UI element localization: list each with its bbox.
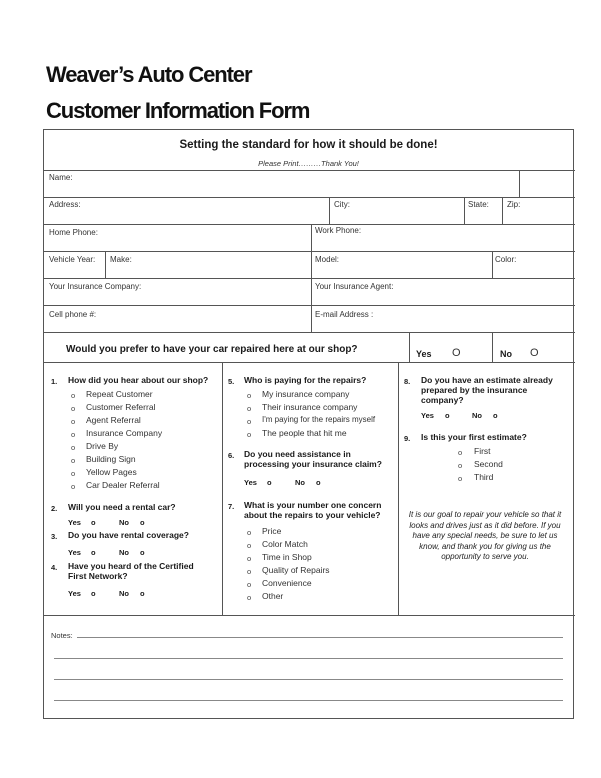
q1-option: Drive By bbox=[86, 441, 119, 451]
customer-information-form bbox=[43, 129, 574, 719]
vehicle-year-field[interactable]: Vehicle Year: bbox=[49, 255, 96, 264]
city-field[interactable]: City: bbox=[334, 200, 350, 209]
q8-no-label: No bbox=[472, 411, 482, 420]
q1-option: Yellow Pages bbox=[86, 467, 137, 477]
q1-radio-5[interactable]: o bbox=[71, 456, 76, 465]
q8-question-line1: Do you have an estimate already bbox=[421, 375, 553, 385]
q7-option: Convenience bbox=[262, 578, 312, 588]
q7-radio-3[interactable]: o bbox=[247, 567, 252, 576]
zip-field[interactable]: Zip: bbox=[507, 200, 521, 209]
q4-number: 4. bbox=[51, 563, 58, 572]
q7-radio-0[interactable]: o bbox=[247, 528, 252, 537]
q5-number: 5. bbox=[228, 377, 235, 386]
cell-phone-field[interactable]: Cell phone #: bbox=[49, 310, 97, 319]
company-name: Weaver’s Auto Center bbox=[46, 62, 252, 87]
q4-no-label: No bbox=[119, 589, 129, 598]
q5-option: Their insurance company bbox=[262, 402, 358, 412]
q9-option: Second bbox=[474, 459, 503, 469]
q7-number: 7. bbox=[228, 502, 235, 511]
q1-radio-0[interactable]: o bbox=[71, 391, 76, 400]
q6-number: 6. bbox=[228, 451, 235, 460]
q8-number: 8. bbox=[404, 377, 411, 386]
q1-question: How did you hear about our shop? bbox=[68, 375, 209, 385]
q5-option: The people that hit me bbox=[262, 428, 347, 438]
q8-yes-label: Yes bbox=[421, 411, 434, 420]
q5-option: I'm paying for the repairs myself bbox=[262, 415, 376, 424]
q6-yes-radio[interactable]: o bbox=[267, 478, 272, 487]
repair-no-label: No bbox=[500, 349, 512, 359]
model-field[interactable]: Model: bbox=[315, 255, 340, 264]
insurance-agent-field[interactable]: Your Insurance Agent: bbox=[315, 282, 394, 291]
q8-no-radio[interactable]: o bbox=[493, 411, 498, 420]
q7-option: Quality of Repairs bbox=[262, 565, 330, 575]
q2-number: 2. bbox=[51, 504, 58, 513]
q1-option: Repeat Customer bbox=[86, 389, 153, 399]
notes-line-3[interactable] bbox=[54, 679, 563, 680]
q2-no-radio[interactable]: o bbox=[140, 518, 145, 527]
q1-radio-3[interactable]: o bbox=[71, 430, 76, 439]
q8-question-line2: prepared by the insurance bbox=[421, 385, 528, 395]
q6-no-radio[interactable]: o bbox=[316, 478, 321, 487]
q1-option: Building Sign bbox=[86, 454, 136, 464]
insurance-company-field[interactable]: Your Insurance Company: bbox=[49, 282, 142, 291]
slogan: Setting the standard for how it should be done! bbox=[179, 139, 438, 151]
q7-radio-5[interactable]: o bbox=[247, 593, 252, 602]
notes-line-2[interactable] bbox=[54, 658, 563, 659]
form-title: Customer Information Form bbox=[46, 98, 310, 123]
q1-radio-4[interactable]: o bbox=[71, 443, 76, 452]
q6-question-line1: Do you need assistance in bbox=[244, 449, 351, 459]
q3-yes-label: Yes bbox=[68, 548, 81, 557]
q6-yes-label: Yes bbox=[244, 478, 257, 487]
q7-option: Time in Shop bbox=[262, 552, 312, 562]
q5-radio-3[interactable]: o bbox=[247, 430, 252, 439]
q9-option: First bbox=[474, 446, 491, 456]
repair-yes-radio[interactable]: O bbox=[452, 347, 461, 359]
q5-radio-2[interactable]: o bbox=[247, 417, 252, 426]
address-field[interactable]: Address: bbox=[49, 200, 81, 209]
color-field[interactable]: Color: bbox=[495, 255, 517, 264]
goal-statement: It is our goal to repair your vehicle so that it looks and drives just as it did before. If you have any special needs, be sure to let us know, and thank you for giving us the opportunity to serve you. bbox=[408, 510, 562, 561]
q3-number: 3. bbox=[51, 532, 58, 541]
q8-question-line3: company? bbox=[421, 395, 464, 405]
q8-yes-radio[interactable]: o bbox=[445, 411, 450, 420]
work-phone-field[interactable]: Work Phone: bbox=[315, 226, 362, 235]
q4-yes-radio[interactable]: o bbox=[91, 589, 96, 598]
q1-option: Insurance Company bbox=[86, 428, 163, 438]
q2-question: Will you need a rental car? bbox=[68, 502, 176, 512]
q2-yes-label: Yes bbox=[68, 518, 81, 527]
q7-radio-2[interactable]: o bbox=[247, 554, 252, 563]
q1-option: Car Dealer Referral bbox=[86, 480, 160, 490]
q1-radio-7[interactable]: o bbox=[71, 482, 76, 491]
q3-no-label: No bbox=[119, 548, 129, 557]
q4-yes-label: Yes bbox=[68, 589, 81, 598]
q2-yes-radio[interactable]: o bbox=[91, 518, 96, 527]
q6-question-line2: processing your insurance claim? bbox=[244, 459, 382, 469]
q1-option: Customer Referral bbox=[86, 402, 156, 412]
q7-option: Color Match bbox=[262, 539, 308, 549]
q7-question-line1: What is your number one concern bbox=[244, 500, 382, 510]
q7-radio-1[interactable]: o bbox=[247, 541, 252, 550]
q1-radio-1[interactable]: o bbox=[71, 404, 76, 413]
q2-no-label: No bbox=[119, 518, 129, 527]
notes-label: Notes: bbox=[51, 631, 73, 640]
q9-option: Third bbox=[474, 472, 494, 482]
q7-option: Other bbox=[262, 591, 284, 601]
q5-radio-1[interactable]: o bbox=[247, 404, 252, 413]
q5-radio-0[interactable]: o bbox=[247, 391, 252, 400]
q5-option: My insurance company bbox=[262, 389, 350, 399]
print-instruction: Please Print………Thank You! bbox=[258, 159, 359, 168]
q1-option: Agent Referral bbox=[86, 415, 141, 425]
q9-number: 9. bbox=[404, 434, 411, 443]
q7-radio-4[interactable]: o bbox=[247, 580, 252, 589]
q5-question: Who is paying for the repairs? bbox=[244, 375, 367, 385]
q1-radio-2[interactable]: o bbox=[71, 417, 76, 426]
q7-question-line2: about the repairs to your vehicle? bbox=[244, 510, 381, 520]
q7-option: Price bbox=[262, 526, 282, 536]
notes-line-4[interactable] bbox=[54, 700, 563, 701]
q1-radio-6[interactable]: o bbox=[71, 469, 76, 478]
q3-no-radio[interactable]: o bbox=[140, 548, 145, 557]
state-field[interactable]: State: bbox=[468, 200, 489, 209]
repair-yes-label: Yes bbox=[416, 349, 432, 359]
notes-line-1[interactable] bbox=[77, 637, 563, 638]
q6-no-label: No bbox=[295, 478, 305, 487]
q1-number: 1. bbox=[51, 377, 58, 386]
q4-question-line2: First Network? bbox=[68, 571, 128, 581]
repair-preference-question: Would you prefer to have your car repaired here at our shop? bbox=[66, 344, 358, 355]
q9-radio-2[interactable]: o bbox=[458, 474, 463, 483]
q9-radio-0[interactable]: o bbox=[458, 448, 463, 457]
q4-no-radio[interactable]: o bbox=[140, 589, 145, 598]
make-field[interactable]: Make: bbox=[110, 255, 132, 264]
repair-no-radio[interactable]: O bbox=[530, 347, 539, 359]
q9-radio-1[interactable]: o bbox=[458, 461, 463, 470]
home-phone-field[interactable]: Home Phone: bbox=[49, 228, 98, 237]
q3-question: Do you have rental coverage? bbox=[68, 530, 189, 540]
name-field[interactable]: Name: bbox=[49, 173, 73, 182]
q4-question-line1: Have you heard of the Certified bbox=[68, 561, 194, 571]
q9-question: Is this your first estimate? bbox=[421, 432, 527, 442]
email-field[interactable]: E-mail Address : bbox=[315, 310, 374, 319]
q3-yes-radio[interactable]: o bbox=[91, 548, 96, 557]
